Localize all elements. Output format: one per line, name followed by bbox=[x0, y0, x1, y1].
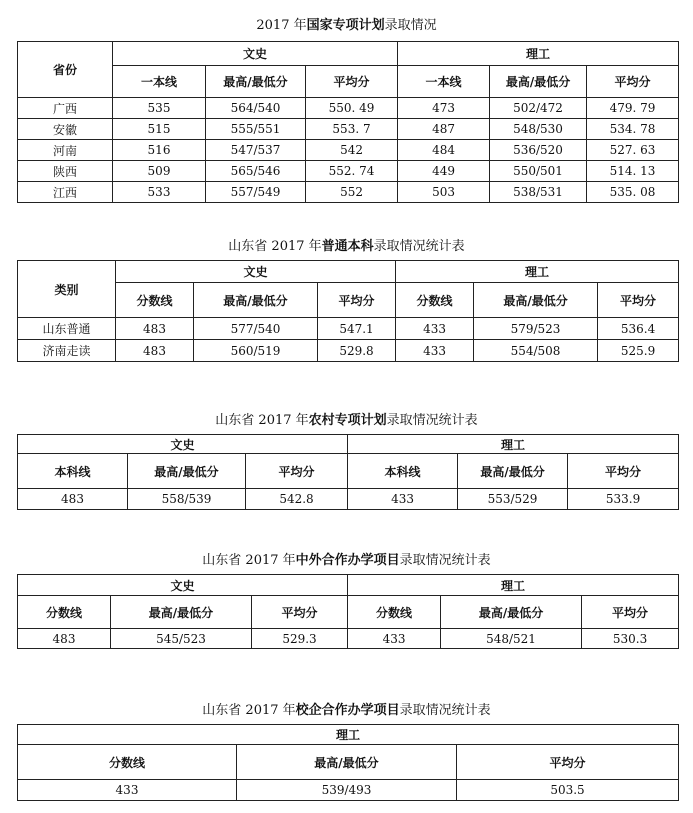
value-cell: 554/508 bbox=[474, 340, 598, 362]
column-header: 本科线 bbox=[18, 454, 128, 489]
column-header: 平均分 bbox=[252, 596, 348, 629]
column-header: 平均分 bbox=[587, 66, 679, 98]
value-cell: 514. 13 bbox=[587, 161, 679, 182]
value-cell: 564/540 bbox=[206, 98, 306, 119]
value-cell: 552. 74 bbox=[306, 161, 398, 182]
table-row bbox=[18, 489, 679, 510]
ligong-group-header: 理工 bbox=[396, 261, 679, 283]
column-header: 最高/最低分 bbox=[458, 454, 568, 489]
value-cell: 534. 78 bbox=[587, 119, 679, 140]
value-cell: 560/519 bbox=[194, 340, 318, 362]
value-cell: 579/523 bbox=[474, 318, 598, 340]
value-cell: 536/520 bbox=[490, 140, 587, 161]
value-cell: 433 bbox=[348, 629, 441, 649]
value-cell: 433 bbox=[396, 340, 474, 362]
ligong-group-header: 理工 bbox=[18, 725, 679, 745]
value-cell: 535 bbox=[113, 98, 206, 119]
wenshi-group-header: 文史 bbox=[18, 575, 348, 596]
column-header: 分数线 bbox=[18, 596, 111, 629]
value-cell: 483 bbox=[116, 340, 194, 362]
ligong-group-header: 理工 bbox=[398, 42, 679, 66]
column-header: 最高/最低分 bbox=[206, 66, 306, 98]
column-header: 最高/最低分 bbox=[441, 596, 582, 629]
column-header: 平均分 bbox=[318, 283, 396, 318]
value-cell: 538/531 bbox=[490, 182, 587, 203]
value-cell: 539/493 bbox=[237, 780, 457, 801]
table2-title: 山东省 2017 年普通本科录取情况统计表 bbox=[228, 239, 465, 254]
wenshi-group-header: 文史 bbox=[18, 435, 348, 454]
column-header: 平均分 bbox=[246, 454, 348, 489]
national-special-plan-table bbox=[17, 41, 679, 203]
school-enterprise-coop-table bbox=[17, 724, 679, 801]
column-header: 本科线 bbox=[348, 454, 458, 489]
value-cell: 558/539 bbox=[128, 489, 246, 510]
table5-title: 山东省 2017 年校企合作办学项目录取情况统计表 bbox=[202, 703, 491, 718]
value-cell: 535. 08 bbox=[587, 182, 679, 203]
value-cell: 545/523 bbox=[111, 629, 252, 649]
table-row bbox=[18, 98, 679, 119]
table-row bbox=[18, 780, 679, 801]
column-header: 分数线 bbox=[18, 745, 237, 780]
value-cell: 484 bbox=[398, 140, 490, 161]
category-header: 类别 bbox=[18, 261, 116, 318]
value-cell: 483 bbox=[18, 629, 111, 649]
value-cell: 548/521 bbox=[441, 629, 582, 649]
value-cell: 542 bbox=[306, 140, 398, 161]
value-cell: 548/530 bbox=[490, 119, 587, 140]
value-cell: 557/549 bbox=[206, 182, 306, 203]
value-cell: 533 bbox=[113, 182, 206, 203]
value-cell: 502/472 bbox=[490, 98, 587, 119]
value-cell: 503.5 bbox=[457, 780, 679, 801]
province-header: 省份 bbox=[18, 42, 113, 98]
sino-foreign-coop-table bbox=[17, 574, 679, 649]
value-cell: 565/546 bbox=[206, 161, 306, 182]
value-cell: 529.3 bbox=[252, 629, 348, 649]
value-cell: 552 bbox=[306, 182, 398, 203]
ligong-group-header: 理工 bbox=[348, 575, 679, 596]
province-cell: 河南 bbox=[18, 140, 113, 161]
value-cell: 577/540 bbox=[194, 318, 318, 340]
value-cell: 547/537 bbox=[206, 140, 306, 161]
province-cell: 安徽 bbox=[18, 119, 113, 140]
wenshi-group-header: 文史 bbox=[116, 261, 396, 283]
column-header: 最高/最低分 bbox=[194, 283, 318, 318]
column-header: 最高/最低分 bbox=[237, 745, 457, 780]
value-cell: 536.4 bbox=[598, 318, 679, 340]
value-cell: 553/529 bbox=[458, 489, 568, 510]
column-header: 分数线 bbox=[396, 283, 474, 318]
column-header: 平均分 bbox=[568, 454, 679, 489]
ligong-group-header: 理工 bbox=[348, 435, 679, 454]
table4-title: 山东省 2017 年中外合作办学项目录取情况统计表 bbox=[202, 553, 491, 568]
column-header: 最高/最低分 bbox=[128, 454, 246, 489]
value-cell: 533.9 bbox=[568, 489, 679, 510]
value-cell: 550. 49 bbox=[306, 98, 398, 119]
column-header: 最高/最低分 bbox=[111, 596, 252, 629]
table-row bbox=[18, 318, 679, 340]
wenshi-group-header: 文史 bbox=[113, 42, 398, 66]
province-cell: 广西 bbox=[18, 98, 113, 119]
value-cell: 516 bbox=[113, 140, 206, 161]
category-cell: 山东普通 bbox=[18, 318, 116, 340]
value-cell: 555/551 bbox=[206, 119, 306, 140]
value-cell: 515 bbox=[113, 119, 206, 140]
table-row bbox=[18, 340, 679, 362]
table-row bbox=[18, 161, 679, 182]
value-cell: 527. 63 bbox=[587, 140, 679, 161]
column-header: 分数线 bbox=[348, 596, 441, 629]
value-cell: 509 bbox=[113, 161, 206, 182]
value-cell: 553. 7 bbox=[306, 119, 398, 140]
column-header: 最高/最低分 bbox=[490, 66, 587, 98]
column-header: 一本线 bbox=[113, 66, 206, 98]
value-cell: 449 bbox=[398, 161, 490, 182]
column-header: 平均分 bbox=[582, 596, 679, 629]
table-row bbox=[18, 119, 679, 140]
value-cell: 479. 79 bbox=[587, 98, 679, 119]
value-cell: 433 bbox=[396, 318, 474, 340]
column-header: 平均分 bbox=[457, 745, 679, 780]
value-cell: 525.9 bbox=[598, 340, 679, 362]
value-cell: 433 bbox=[348, 489, 458, 510]
value-cell: 433 bbox=[18, 780, 237, 801]
value-cell: 550/501 bbox=[490, 161, 587, 182]
column-header: 一本线 bbox=[398, 66, 490, 98]
value-cell: 473 bbox=[398, 98, 490, 119]
regular-undergrad-table bbox=[17, 260, 679, 362]
rural-special-plan-table bbox=[17, 434, 679, 510]
column-header: 分数线 bbox=[116, 283, 194, 318]
table-row bbox=[18, 182, 679, 203]
column-header: 平均分 bbox=[306, 66, 398, 98]
value-cell: 487 bbox=[398, 119, 490, 140]
province-cell: 陕西 bbox=[18, 161, 113, 182]
value-cell: 483 bbox=[18, 489, 128, 510]
table3-title: 山东省 2017 年农村专项计划录取情况统计表 bbox=[215, 413, 478, 428]
table-row bbox=[18, 140, 679, 161]
category-cell: 济南走读 bbox=[18, 340, 116, 362]
value-cell: 503 bbox=[398, 182, 490, 203]
value-cell: 483 bbox=[116, 318, 194, 340]
column-header: 最高/最低分 bbox=[474, 283, 598, 318]
province-cell: 江西 bbox=[18, 182, 113, 203]
table-row bbox=[18, 629, 679, 649]
table1-title: 2017 年国家专项计划录取情况 bbox=[256, 18, 437, 33]
value-cell: 530.3 bbox=[582, 629, 679, 649]
value-cell: 529.8 bbox=[318, 340, 396, 362]
column-header: 平均分 bbox=[598, 283, 679, 318]
value-cell: 542.8 bbox=[246, 489, 348, 510]
value-cell: 547.1 bbox=[318, 318, 396, 340]
